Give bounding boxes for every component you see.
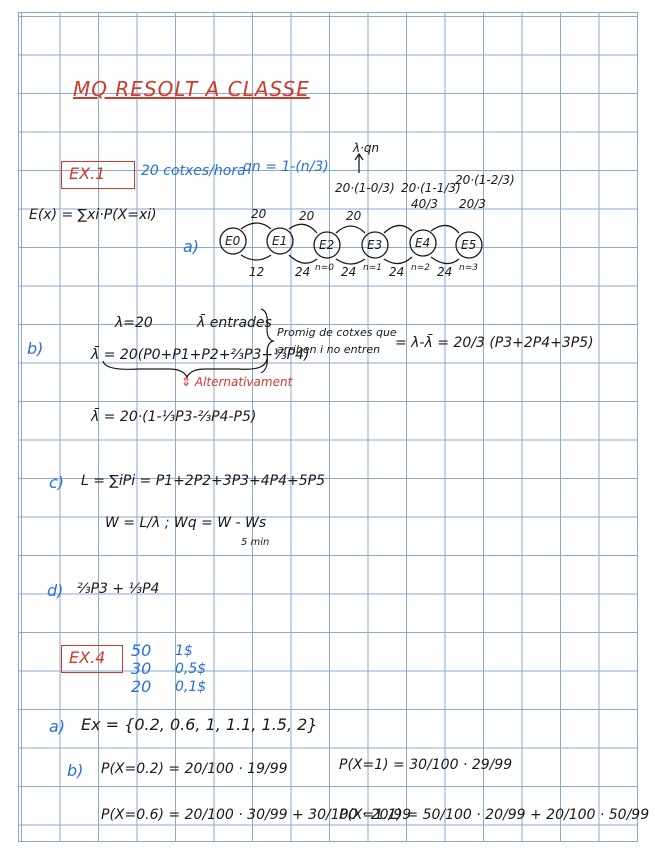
ex1-d-label: d) — [47, 581, 64, 600]
state-label-2: E2 — [319, 238, 335, 252]
service-rate-1: 24 — [295, 265, 311, 279]
ex1-label: EX.1 — [69, 164, 106, 183]
ex4-b-label: b) — [67, 761, 84, 780]
service-rate-4: 24 — [437, 265, 453, 279]
ws-note: 5 min — [241, 537, 270, 548]
ex4-price-2: 0,1$ — [175, 679, 207, 695]
arrival-rate-3: 40/3 — [411, 197, 438, 211]
side-result: = λ-λ̄ = 20/3 (P3+2P4+3P5) — [395, 335, 594, 351]
state-label-0: E0 — [225, 234, 241, 248]
d-eq: ⅔P3 + ⅓P4 — [77, 581, 160, 597]
grid-paper-page — [18, 12, 650, 842]
ex1-a-label: a) — [183, 237, 200, 256]
n-label-2: n=2 — [411, 263, 430, 273]
ex4-a-label: a) — [49, 717, 66, 736]
n-label-1: n=1 — [363, 263, 382, 273]
ex1-expectation: E(x) = ∑xi·P(X=xi) — [29, 207, 157, 223]
prob-0-2: P(X=0.2) = 20/100 · 19/99 — [101, 761, 288, 777]
W-eq: W = L/λ ; Wq = W - Ws — [105, 515, 267, 531]
state-label-4: E4 — [415, 236, 431, 250]
ex1-b-label: b) — [27, 339, 44, 358]
ex1-rate: 20 cotxes/hora — [141, 163, 246, 179]
service-rate-0: 12 — [249, 265, 265, 279]
ex4-count-2: 20 — [131, 677, 152, 696]
ex1-lambda-qn: λ·qn — [353, 141, 380, 155]
lambda-bar-eq: λ̄ = 20(P0+P1+P2+⅔P3+⅓P4) — [91, 347, 310, 363]
alternative-note: ⇕ Alternativament — [181, 375, 293, 389]
n-label-3: n=3 — [459, 263, 478, 273]
ex1-qn: qn = 1-(n/3) — [243, 159, 329, 175]
n-label-0: n=0 — [315, 263, 334, 273]
lambda-eq: λ=20 — [115, 315, 153, 331]
prob-1-1: P(X=1.1) = 50/100 · 20/99 + 20/100 · 50/99 — [339, 807, 650, 823]
service-rate-2: 24 — [341, 265, 357, 279]
state-label-1: E1 — [272, 234, 288, 248]
arrival-note-3: 20·(1-2/3) — [455, 173, 515, 187]
ex4-price-1: 0,5$ — [175, 661, 207, 677]
arrival-note-2: 20·(1-1/3) — [401, 181, 461, 195]
prob-1: P(X=1) = 30/100 · 29/99 — [339, 757, 513, 773]
state-label-5: E5 — [461, 238, 477, 252]
arrival-rate-4: 20/3 — [459, 197, 486, 211]
lambda-bar-label: λ̄ entrades — [197, 315, 272, 331]
service-rate-3: 24 — [389, 265, 405, 279]
ex4-label: EX.4 — [69, 648, 106, 667]
arrival-rate-0: 20 — [251, 207, 267, 221]
ex4-price-0: 1$ — [175, 643, 193, 659]
page-title: MQ RESOLT A CLASSE — [73, 77, 310, 101]
state-label-3: E3 — [367, 238, 383, 252]
L-eq: L = ∑iPi = P1+2P2+3P3+4P4+5P5 — [81, 473, 326, 489]
arrival-note-1: 20·(1-0/3) — [335, 181, 395, 195]
ex4-count-1: 30 — [131, 659, 152, 678]
side-note-1: Promig de cotxes que — [277, 326, 397, 339]
prob-0-6: P(X=0.6) = 20/100 · 30/99 + 30/100 · 20/99 — [101, 807, 412, 823]
lambda-bar-alt: λ̄ = 20·(1-⅓P3-⅔P4-P5) — [91, 409, 257, 425]
arrival-rate-2: 20 — [346, 209, 362, 223]
ex4-a-eq: Ex = {0.2, 0.6, 1, 1.1, 1.5, 2} — [81, 715, 318, 734]
ex4-count-0: 50 — [131, 641, 152, 660]
arrival-rate-1: 20 — [299, 209, 315, 223]
ex1-c-label: c) — [49, 473, 65, 492]
side-note-2: arriben i no entren — [277, 343, 381, 356]
